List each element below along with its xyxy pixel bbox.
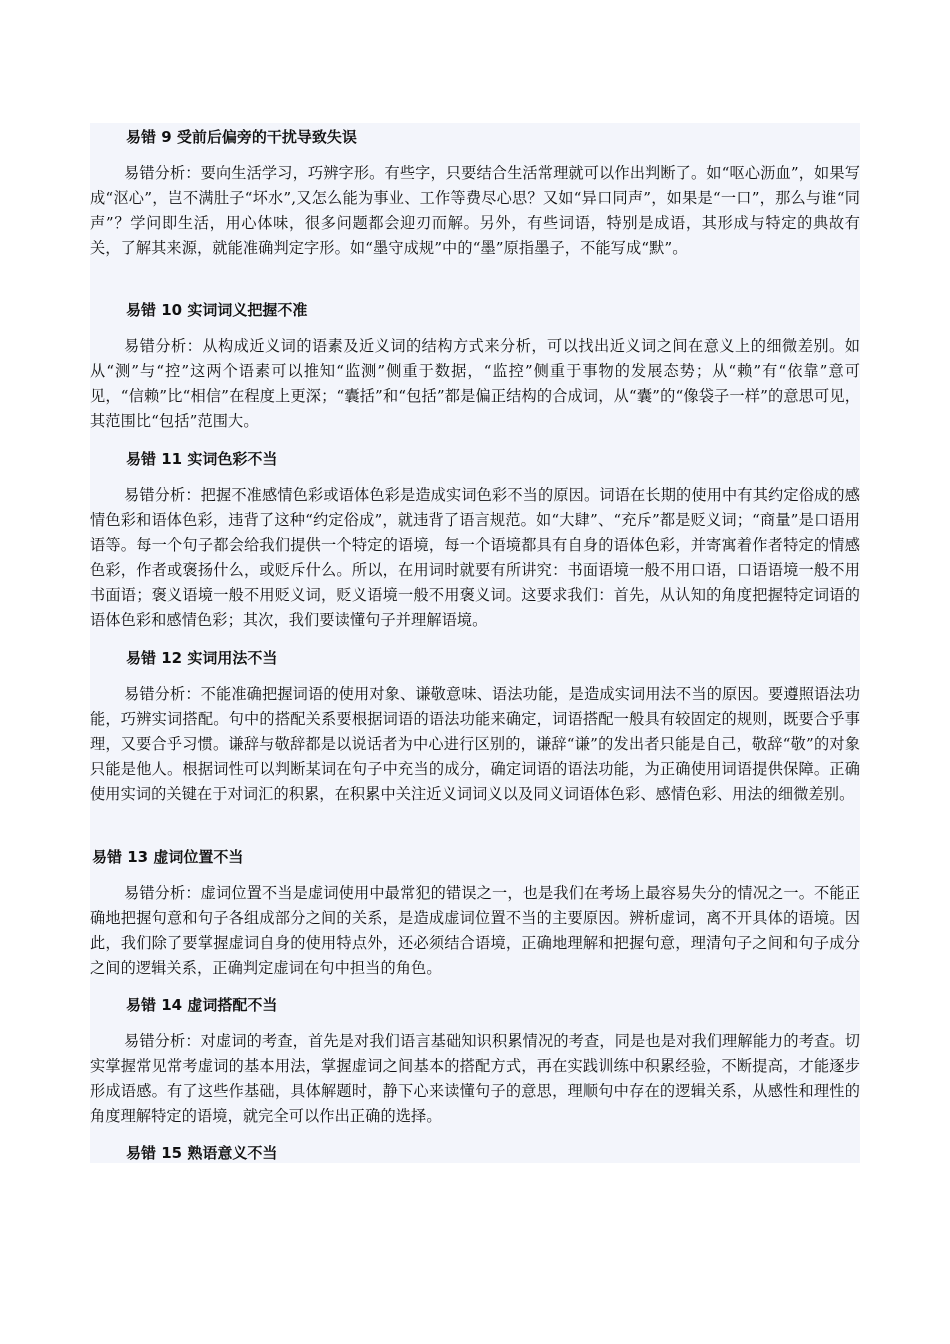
section-heading: 易错 11 实词色彩不当 [126, 450, 278, 468]
section-body: 易错分析：要向生活学习，巧辨字形。有些字，只要结合生活常理就可以作出判断了。如“呕心沥血”，如果写成“沤心”，岂不满肚子“坏水”,又怎么能为事业、工作等费尽心思？又如“异口同声”，如果是“一口”，那么与谁“同声”？学问即生活，用心体味，很多问题都会迎刃而解。另外，有些词语，特别是成语，其形成与特定的典故有关，了解其来源，就能准确判定字形。如“墨守成规”中的“墨”原指墨子，不能写成“默”。 [90, 164, 860, 257]
section-11 [90, 449, 860, 633]
section-body: 易错分析：从构成近义词的语素及近义词的结构方式来分析，可以找出近义词之间在意义上的细微差别。如从“测”与“控”这两个语素可以推知“监测”侧重于数据，“监控”侧重于事物的发展态势；从“赖”有“依靠”意可见，“信赖”比“相信”在程度上更深；“囊括”和“包括”都是偏正结构的合成词，从“囊”的“像袋子一样”的意思可见，其范围比“包括”范围大。 [90, 337, 860, 430]
section-15 [90, 1143, 860, 1163]
section-14 [90, 995, 860, 1129]
section-heading: 易错 9 受前后偏旁的干扰导致失误 [126, 128, 357, 146]
document-content [90, 123, 860, 1163]
section-heading: 易错 14 虚词搭配不当 [126, 996, 278, 1014]
section-12 [90, 648, 860, 807]
section-heading: 易错 15 熟语意义不当 [126, 1144, 278, 1162]
section-body: 易错分析：把握不准感情色彩或语体色彩是造成实词色彩不当的原因。词语在长期的使用中有其约定俗成的感情色彩和语体色彩，违背了这种“约定俗成”，就违背了语言规范。如“大肆”、“充斥”都是贬义词；“商量”是口语用语等。每一个句子都会给我们提供一个特定的语境，每一个语境都具有自身的语体色彩，并寄寓着作者特定的情感色彩，作者或褒扬什么，或贬斥什么。所以，在用词时就要有所讲究：书面语境一般不用口语，口语语境一般不用书面语；褒义语境一般不用贬义词，贬义语境一般不用褒义词。这要求我们：首先，从认知的角度把握特定词语的语体色彩和感情色彩；其次，我们要读懂句子并理解语境。 [90, 486, 860, 629]
section-body: 易错分析：虚词位置不当是虚词使用中最常犯的错误之一，也是我们在考场上最容易失分的情况之一。不能正确地把握句意和句子各组成部分之间的关系，是造成虚词位置不当的主要原因。辨析虚词，离不开具体的语境。因此，我们除了要掌握虚词自身的使用特点外，还必须结合语境，正确地理解和把握句意，理清句子之间和句子成分之间的逻辑关系，正确判定虚词在句中担当的角色。 [90, 884, 860, 977]
section-heading: 易错 10 实词词义把握不准 [126, 301, 308, 319]
section-13 [90, 847, 860, 981]
section-9 [90, 127, 860, 261]
section-10 [90, 300, 860, 434]
section-body: 易错分析：不能准确把握词语的使用对象、谦敬意味、语法功能，是造成实词用法不当的原因。要遵照语法功能，巧辨实词搭配。句中的搭配关系要根据词语的语法功能来确定，词语搭配一般具有较固定的规则，既要合乎事理，又要合乎习惯。谦辞与敬辞都是以说话者为中心进行区别的，谦辞“谦”的发出者只能是自己，敬辞“敬”的对象只能是他人。根据词性可以判断某词在句子中充当的成分，确定词语的语法功能，为正确使用词语提供保障。正确使用实词的关键在于对词汇的积累，在积累中关注近义词词义以及同义词语体色彩、感情色彩、用法的细微差别。 [90, 685, 860, 803]
section-heading: 易错 12 实词用法不当 [126, 649, 278, 667]
section-heading: 易错 13 虚词位置不当 [92, 848, 244, 866]
section-body: 易错分析：对虚词的考查，首先是对我们语言基础知识积累情况的考查，同是也是对我们理解能力的考查。切实掌握常见常考虚词的基本用法，掌握虚词之间基本的搭配方式，再在实践训练中积累经验，不断提高，才能逐步形成语感。有了这些作基础，具体解题时，静下心来读懂句子的意思，理顺句中存在的逻辑关系，从感性和理性的角度理解特定的语境，就完全可以作出正确的选择。 [90, 1032, 860, 1125]
